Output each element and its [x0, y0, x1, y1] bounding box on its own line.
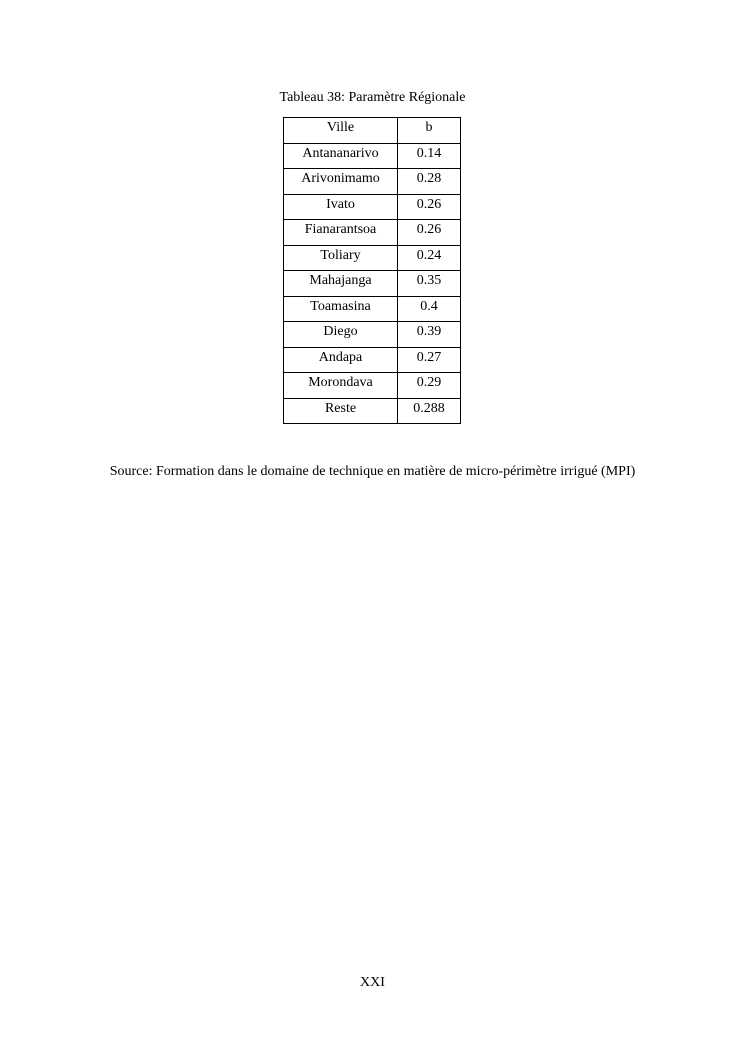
table-row — [284, 347, 461, 373]
header-b: b — [398, 118, 461, 144]
cell-ville: Morondava — [284, 373, 398, 399]
table-row — [284, 271, 461, 297]
cell-b: 0.24 — [398, 245, 461, 271]
cell-b: 0.28 — [398, 169, 461, 195]
table-row — [284, 169, 461, 195]
cell-ville: Arivonimamo — [284, 169, 398, 195]
cell-ville: Diego — [284, 322, 398, 348]
cell-ville: Fianarantsoa — [284, 220, 398, 246]
table-row — [284, 220, 461, 246]
cell-ville: Ivato — [284, 194, 398, 220]
cell-b: 0.35 — [398, 271, 461, 297]
page-number: XXI — [360, 975, 385, 990]
cell-b: 0.39 — [398, 322, 461, 348]
cell-ville: Toliary — [284, 245, 398, 271]
cell-ville: Mahajanga — [284, 271, 398, 297]
table-header-row — [284, 118, 461, 144]
table-row — [284, 194, 461, 220]
regional-parameter-table — [283, 117, 461, 424]
table-row — [284, 373, 461, 399]
cell-b: 0.29 — [398, 373, 461, 399]
cell-b: 0.26 — [398, 194, 461, 220]
cell-ville: Toamasina — [284, 296, 398, 322]
cell-ville: Reste — [284, 398, 398, 424]
source-note: Source: Formation dans le domaine de technique en matière de micro-périmètre irrigué (MPI) — [109, 464, 636, 479]
header-ville: Ville — [284, 118, 398, 144]
table-row — [284, 322, 461, 348]
cell-b: 0.26 — [398, 220, 461, 246]
table-row — [284, 398, 461, 424]
table-row — [284, 143, 461, 169]
cell-b: 0.4 — [398, 296, 461, 322]
cell-b: 0.14 — [398, 143, 461, 169]
cell-b: 0.288 — [398, 398, 461, 424]
table-row — [284, 245, 461, 271]
cell-ville: Andapa — [284, 347, 398, 373]
table-caption: Tableau 38: Paramètre Régionale — [279, 90, 466, 105]
table-row — [284, 296, 461, 322]
cell-ville: Antananarivo — [284, 143, 398, 169]
cell-b: 0.27 — [398, 347, 461, 373]
